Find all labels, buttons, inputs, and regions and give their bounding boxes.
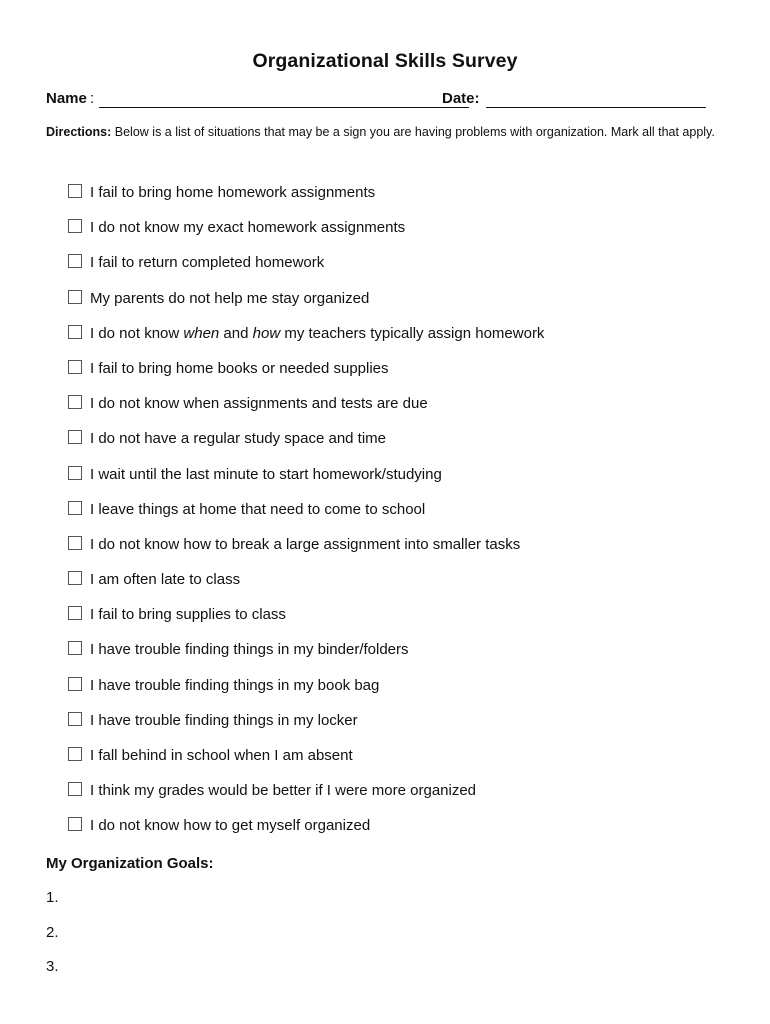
goals-heading: My Organization Goals: — [46, 855, 214, 872]
checklist-item — [68, 605, 688, 640]
checklist-item — [68, 746, 688, 781]
checklist-item-label: I fall behind in school when I am absent — [90, 747, 353, 764]
checklist-item-label: I have trouble finding things in my binder/folders — [90, 641, 409, 659]
checklist-item-label: I leave things at home that need to come to school — [90, 500, 426, 518]
checklist-item-label: I fail to bring home homework assignments — [90, 184, 376, 201]
checklist-item — [68, 781, 688, 816]
checklist-item-label: I do not have a regular study space and time — [90, 430, 387, 448]
checkbox[interactable] — [68, 501, 82, 515]
checkbox[interactable] — [68, 466, 82, 480]
checkbox[interactable] — [68, 325, 82, 339]
label-part: I do not know — [90, 324, 184, 342]
checklist-item — [68, 465, 688, 500]
checklist-item-label: I have trouble finding things in my locker — [90, 711, 358, 729]
directions — [46, 122, 726, 143]
checklist-item — [68, 535, 688, 570]
date-label: Date: — [442, 90, 480, 107]
checklist-item-label: I wait until the last minute to start homework/studying — [90, 465, 442, 483]
checklist — [68, 183, 688, 852]
checklist-item-label: I fail to return completed homework — [90, 254, 325, 272]
checklist-item — [68, 500, 688, 535]
label-emphasis: how — [252, 324, 281, 342]
checkbox[interactable] — [68, 817, 82, 831]
checkbox[interactable] — [68, 712, 82, 726]
label-emphasis: when — [183, 324, 220, 342]
checklist-item — [68, 218, 688, 253]
checklist-item — [68, 359, 688, 394]
checkbox[interactable] — [68, 536, 82, 550]
name-label: Name — [46, 90, 87, 107]
goal-number: 3. — [46, 958, 59, 975]
checkbox[interactable] — [68, 782, 82, 796]
label-part: and — [219, 324, 253, 342]
checklist-item — [68, 711, 688, 746]
checklist-item-label: I fail to bring supplies to class — [90, 606, 286, 624]
checklist-item — [68, 676, 688, 711]
checkbox[interactable] — [68, 571, 82, 585]
checklist-item-label — [90, 324, 544, 344]
checklist-item-label: My parents do not help me stay organized — [90, 289, 370, 307]
checklist-item — [68, 816, 688, 851]
checklist-item-label: I think my grades would be better if I were more organized — [90, 782, 477, 800]
checkbox[interactable] — [68, 254, 82, 268]
checklist-item-label: I do not know how to get myself organized — [90, 817, 371, 835]
checkbox[interactable] — [68, 395, 82, 409]
date-field[interactable] — [486, 107, 706, 108]
name-field[interactable] — [99, 107, 469, 108]
checkbox[interactable] — [68, 606, 82, 620]
checkbox[interactable] — [68, 747, 82, 761]
checkbox[interactable] — [68, 360, 82, 374]
checkbox[interactable] — [68, 641, 82, 655]
checkbox[interactable] — [68, 290, 82, 304]
checklist-item-label: I am often late to class — [90, 571, 241, 589]
checklist-item — [68, 570, 688, 605]
goal-number: 2. — [46, 923, 59, 941]
checklist-item — [68, 183, 688, 218]
checklist-item-label: I do not know my exact homework assignments — [90, 219, 406, 237]
page-title: Organizational Skills Survey — [252, 50, 518, 72]
checklist-item — [68, 253, 688, 288]
checklist-item-label: I fail to bring home books or needed supplies — [90, 359, 389, 377]
goal-number: 1. — [46, 889, 59, 906]
directions-text: Below is a list of situations that may be a sign you are having problems with organization. Mark all that apply. — [111, 125, 715, 139]
checklist-item — [68, 324, 688, 359]
checklist-item-label: I have trouble finding things in my book bag — [90, 676, 380, 694]
checklist-item-label: I do not know how to break a large assignment into smaller tasks — [90, 535, 521, 553]
checklist-item — [68, 640, 688, 675]
checkbox[interactable] — [68, 677, 82, 691]
name-date-row — [46, 90, 726, 112]
checkbox[interactable] — [68, 184, 82, 198]
label-part: my teachers typically assign homework — [280, 324, 545, 342]
checklist-item — [68, 289, 688, 324]
checkbox[interactable] — [68, 219, 82, 233]
directions-label: Directions: — [46, 125, 112, 139]
checkbox[interactable] — [68, 430, 82, 444]
checklist-item — [68, 429, 688, 464]
goals-list — [46, 888, 59, 992]
checklist-item-label: I do not know when assignments and tests are due — [90, 395, 428, 413]
name-colon: : — [90, 90, 95, 107]
checklist-item — [68, 394, 688, 429]
